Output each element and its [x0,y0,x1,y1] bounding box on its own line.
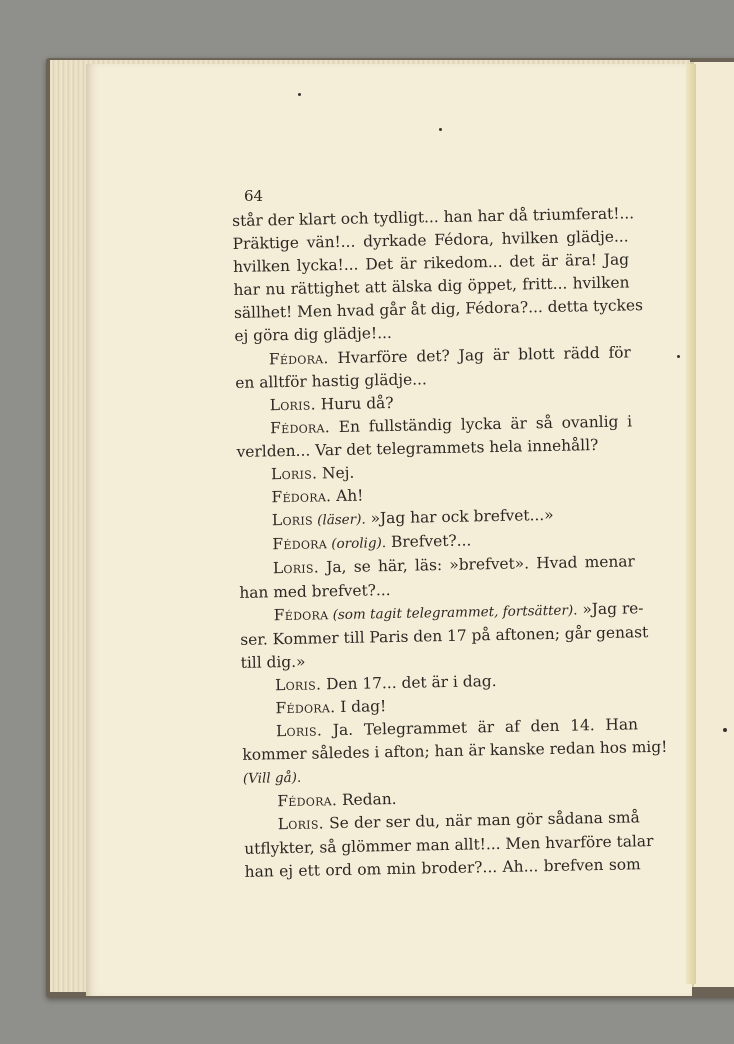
line-text: Ja, se här, läs: »brefvet». Hvad menar [318,552,635,577]
line-text: Präktige vän!... dyrkade Fédora, hvilken glädje... [232,227,629,254]
speaker-name: Loris. [269,395,317,415]
line-text: Ja. Telegrammet är af den 14. Han [321,715,639,740]
line-text: står der klart och tydligt... han har då triumferat!... [232,204,635,230]
line-text: en alltför hastig glädje... [235,369,427,392]
page-text [232,202,668,883]
line-text: utflykter, så glömmer man allt!... Men hvarföre talar [244,831,654,858]
speaker-name: Loris. [274,675,322,695]
line-text: sällhet! Men hvad går åt dig, Fédora?... detta tyckes [233,296,644,323]
line-text: Brefvet?... [385,531,472,552]
speaker-name: Loris. [272,558,320,578]
speaker-name: Loris. [277,814,325,834]
speaker-name: Fédora. [275,698,336,718]
line-text: Se der ser du, när man gör sådana små [323,808,640,833]
line-text: I dag! [335,697,387,717]
line-text: hvilken lycka!... Det är rikedom... det är ära! Jag [232,250,630,277]
speck-mark [723,728,727,732]
speaker-name: Fédora [272,534,328,554]
speck-mark [677,355,680,358]
line-text: ser. Kommer till Paris den 17 på aftonen; går genast [240,622,649,649]
line-text: En fullständig lycka är så ovanlig i [329,412,633,437]
stage-direction: (Vill gå). [242,770,302,788]
line-text: Nej. [316,463,355,483]
line-text: »Jag har ock brefvet...» [365,506,554,528]
speck-mark [439,128,442,131]
page-gutter [686,64,696,984]
line-text: ej göra dig glädje!... [234,324,392,346]
speaker-name: Fédora. [277,791,338,811]
speaker-name: Fédora. [270,418,331,438]
stage-direction: (som tagit telegrammet, fortsätter). [328,602,578,623]
speck-mark [298,93,301,96]
line-text: Huru då? [315,393,394,414]
speaker-name: Loris [271,510,314,530]
line-text: verlden... Var det telegrammets hela innehåll? [236,435,599,461]
line-text: han med brefvet?... [239,580,391,602]
line-text: Redan. [336,790,397,810]
speaker-name: Fédora [273,604,329,624]
stage-direction: (läser). [312,511,366,529]
facing-page [690,62,734,987]
line-text: har nu rättighet att älska dig öppet, fritt... hvilken [233,273,630,300]
speaker-name: Loris. [275,721,323,741]
line-text: Hvarföre det? Jag är blott rädd för [328,342,631,367]
speaker-name: Loris. [270,464,318,484]
line-text: Ah! [331,486,364,506]
line-text: han ej ett ord om min broder?... Ah... brefven som [244,854,641,881]
page-number: 64 [244,187,264,205]
line-text: »Jag re- [577,598,644,619]
line-text: kommer således i afton; han är kanske redan hos mig! [242,737,668,765]
line-text: till dig.» [240,652,306,672]
line-text: Den 17... det är i dag. [321,671,497,694]
speaker-name: Fédora. [271,487,332,507]
stage-direction: (orolig). [326,535,387,553]
speaker-name: Fédora. [268,348,329,368]
